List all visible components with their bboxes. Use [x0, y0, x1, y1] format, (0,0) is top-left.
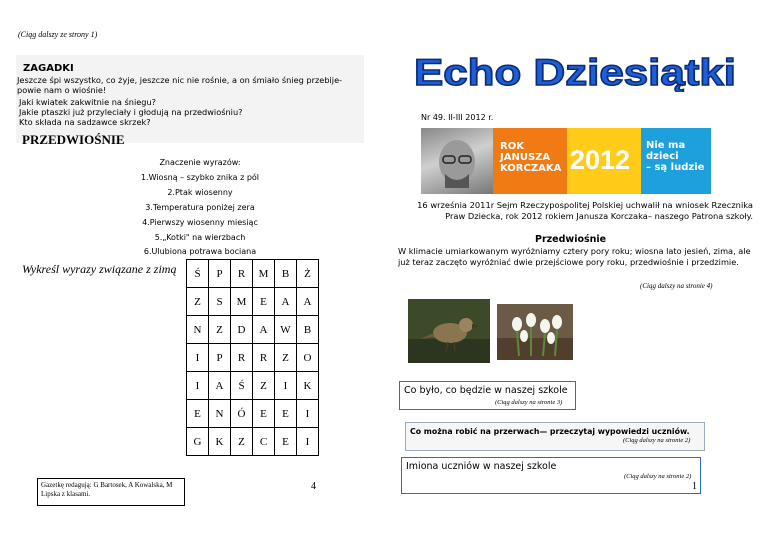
puzzle-heading: Wykreśl wyrazy związane z zimą [22, 262, 177, 276]
grid-cell: I [187, 372, 209, 400]
grid-cell: D [231, 316, 253, 344]
grid-cell: K [209, 428, 231, 456]
bird-photo [408, 299, 490, 363]
word-search-grid [186, 259, 319, 456]
grid-cell: I [187, 344, 209, 372]
grid-cell: Ś [187, 260, 209, 288]
przedwiosnie-heading: Przedwiośnie [535, 234, 607, 245]
issue-number: Nr 49. II-III 2012 r. [421, 113, 494, 122]
grid-cell: A [209, 372, 231, 400]
word-clue: 3.Temperatura poniżej zera [145, 203, 255, 212]
grid-cell: Ó [231, 400, 253, 428]
grid-cell: I [275, 372, 297, 400]
words-heading: Znaczenie wyrazów: [159, 158, 241, 167]
grid-cell: N [187, 316, 209, 344]
continued-from-note: (Ciąg dalszy ze strony 1) [18, 30, 98, 39]
grid-cell: I [297, 400, 319, 428]
riddle-question: Jakie ptaszki już przyleciały i głodują na przedwiośniu? [19, 107, 243, 117]
grid-row [187, 400, 319, 428]
grid-cell: Z [231, 428, 253, 456]
grid-cell: P [209, 344, 231, 372]
grid-cell: Z [187, 288, 209, 316]
banner-slogan: Nie ma dzieci – są ludzie [646, 140, 705, 173]
grid-cell: R [231, 260, 253, 288]
grid-row [187, 316, 319, 344]
svg-text:Echo Dziesiątki: Echo Dziesiątki [414, 52, 736, 92]
grid-cell: Ż [297, 260, 319, 288]
word-clue: 5.„Kotki" na wierzbach [154, 233, 246, 242]
grid-cell: E [253, 400, 275, 428]
grid-cell: W [275, 316, 297, 344]
grid-cell: M [231, 288, 253, 316]
continued-note: (Ciąg dalszy na stronie 4) [640, 282, 713, 290]
editors-box: Gazetkę redagują: G Bartosek, A Kowalska, M Lipska z klasami. [37, 478, 185, 506]
continued-note: (Ciąg dalszy na stronie 2) [623, 437, 691, 444]
riddle-question: Kto składa na sadzawce skrzek? [19, 117, 151, 127]
banner-rok-text: ROK JANUSZA KORCZAKA [500, 141, 562, 174]
grid-cell: B [297, 316, 319, 344]
grid-row [187, 288, 319, 316]
grid-cell: P [209, 260, 231, 288]
grid-cell: G [187, 428, 209, 456]
grid-row [187, 344, 319, 372]
riddle-question: Jaki kwiatek zakwitnie na śniegu? [19, 97, 157, 107]
word-clue: 6.Ulubiona potrawa bociana [143, 247, 257, 256]
grid-cell: O [297, 344, 319, 372]
school-news-title: Co było, co będzie w naszej szkole [404, 385, 568, 396]
grid-cell: Z [275, 344, 297, 372]
grid-cell: A [253, 316, 275, 344]
grid-cell: Z [209, 316, 231, 344]
grid-row [187, 428, 319, 456]
grid-cell: R [231, 344, 253, 372]
zagadki-text: Jeszcze śpi wszystko, co żyje, jeszcze nic nie rośnie, a on śmiało śnieg przebije- powie nam o wiośnie! [17, 75, 343, 95]
grid-cell: M [253, 260, 275, 288]
grid-cell: E [253, 288, 275, 316]
zagadki-title: ZAGADKI [23, 63, 74, 74]
przedwiosnie-text: W klimacie umiarkowanym wyróżniamy cztery pory roku; wiosna lato jesień, zima, ale już teraz zaczęto wyróżniać dwie przejściowe pory roku, przedwiośnie i przedzimie. [398, 246, 751, 267]
grid-cell: R [253, 344, 275, 372]
grid-row [187, 260, 319, 288]
grid-cell: E [275, 400, 297, 428]
word-clue: 2.Ptak wiosenny [167, 188, 233, 197]
grid-cell: K [297, 372, 319, 400]
grid-cell: E [275, 428, 297, 456]
snowdrop-photo [497, 304, 573, 360]
sejm-text: 16 września 2011r Sejm Rzeczypospolitej Polskiej uchwalił na wniosek Rzecznika Praw Dziecka, rok 2012 rokiem Janusza Korczaka– naszego Patrona szkoły. [417, 200, 753, 221]
breaks-title: Co można robić na przerwach— przeczytaj wypowiedzi uczniów. [410, 427, 690, 436]
word-clue: 4.Pierwszy wiosenny miesiąc [142, 218, 258, 227]
przedwiosnie-title: PRZEDWIOŚNIE [22, 132, 125, 147]
grid-cell: C [253, 428, 275, 456]
names-title: Imiona uczniów w naszej szkole [406, 461, 557, 472]
grid-cell: S [209, 288, 231, 316]
grid-cell: I [297, 428, 319, 456]
page-number: 1 [692, 481, 697, 492]
grid-cell: B [275, 260, 297, 288]
masthead-title [410, 52, 740, 92]
word-clue: 1.Wiosną – szybko znika z pól [140, 173, 260, 182]
grid-cell: E [187, 400, 209, 428]
continued-note: (Ciąg dalszy na stronie 3) [495, 399, 563, 406]
korczak-portrait [421, 128, 493, 194]
grid-cell: Ś [231, 372, 253, 400]
grid-cell: A [297, 288, 319, 316]
grid-cell: Z [253, 372, 275, 400]
page-number: 4 [311, 481, 316, 492]
grid-cell: N [209, 400, 231, 428]
grid-row [187, 372, 319, 400]
banner-year: 2012 [570, 145, 631, 175]
continued-note: (Ciąg dalszy na stronie 2) [624, 473, 692, 480]
grid-cell: A [275, 288, 297, 316]
